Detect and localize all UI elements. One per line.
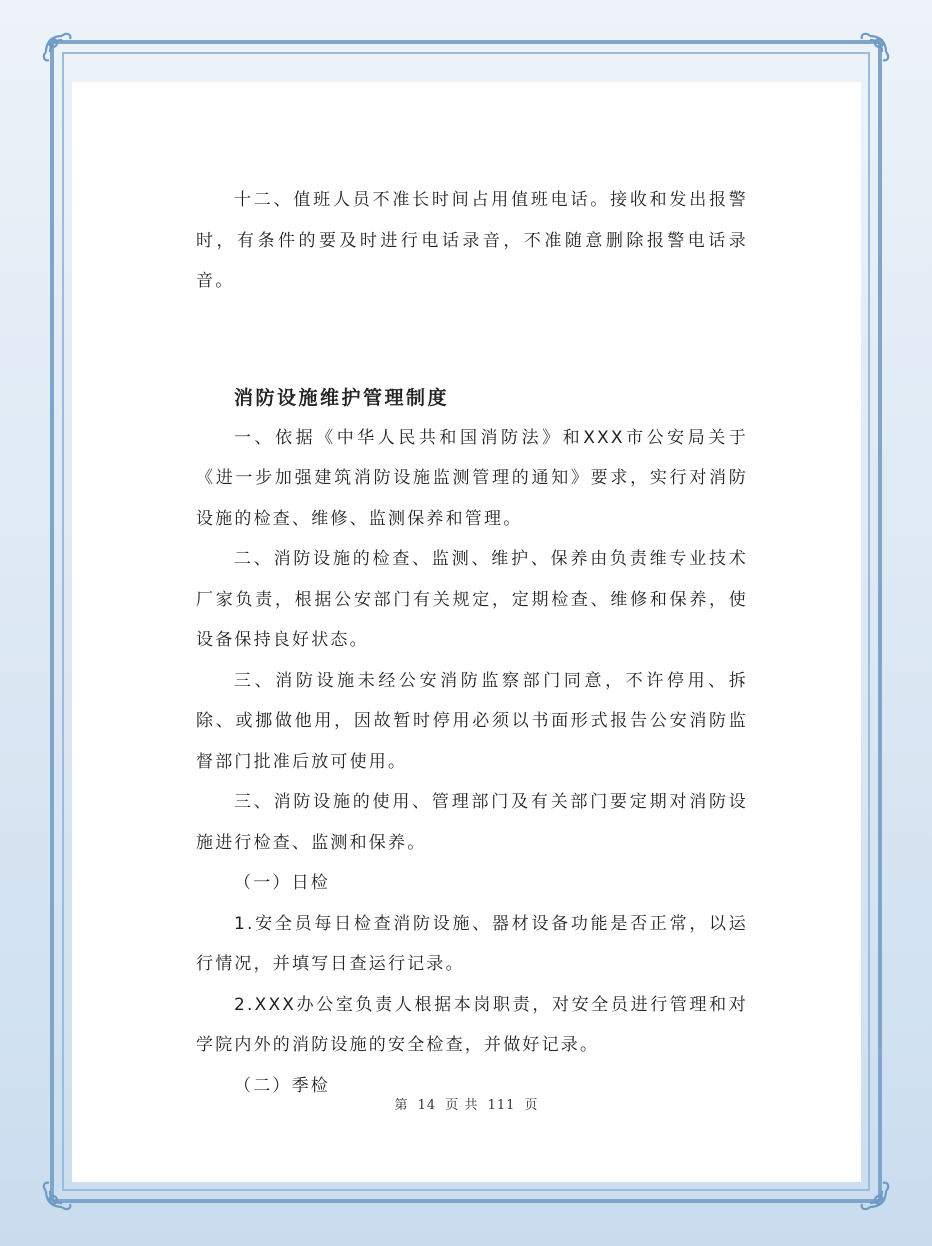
document-body bbox=[196, 180, 748, 1106]
paragraph-item: 三、消防设施的使用、管理部门及有关部门要定期对消防设施进行检查、监测和保养。 bbox=[196, 792, 748, 853]
subsection-quarterly-check: （二）季检 bbox=[234, 1075, 330, 1096]
footer-prefix: 第 bbox=[394, 1098, 409, 1113]
paragraph-item: 三、消防设施未经公安消防监察部门同意，不许停用、拆除、或挪做他用，因故暂时停用必须以书面形式报告公安消防监督部门批准后放可使用。 bbox=[196, 670, 748, 772]
corner-ornament-icon bbox=[848, 30, 892, 74]
paragraph-item: 一、依据《中华人民共和国消防法》和XXX市公安局关于《进一步加强建筑消防设施监测管理的通知》要求，实行对消防设施的检查、维修、监测保养和管理。 bbox=[196, 427, 748, 529]
section-title: 消防设施维护管理制度 bbox=[234, 386, 450, 409]
paragraph-item: 2.XXX办公室负责人根据本岗职责，对安全员进行管理和对学院内外的消防设施的安全检查，并做好记录。 bbox=[196, 994, 748, 1055]
footer-middle: 页 共 bbox=[445, 1098, 479, 1113]
footer-total-pages: 111 bbox=[487, 1098, 516, 1113]
paragraph-item: 1.安全员每日检查消防设施、器材设备功能是否正常，以运行情况，并填写日查运行记录。 bbox=[196, 913, 748, 974]
paragraph-12: 十二、值班人员不准长时间占用值班电话。接收和发出报警时，有条件的要及时进行电话录音，不准随意删除报警电话录音。 bbox=[196, 190, 748, 291]
footer-suffix: 页 bbox=[524, 1098, 539, 1113]
footer-current-page: 14 bbox=[417, 1098, 437, 1113]
document-page bbox=[72, 82, 861, 1182]
corner-ornament-icon bbox=[40, 30, 84, 74]
paragraph-item: 二、消防设施的检查、监测、维护、保养由负责维专业技术厂家负责，根据公安部门有关规定，定期检查、维修和保养，使设备保持良好状态。 bbox=[196, 549, 748, 650]
subsection-daily-check: （一）日检 bbox=[234, 873, 330, 893]
page-footer bbox=[72, 1094, 861, 1113]
